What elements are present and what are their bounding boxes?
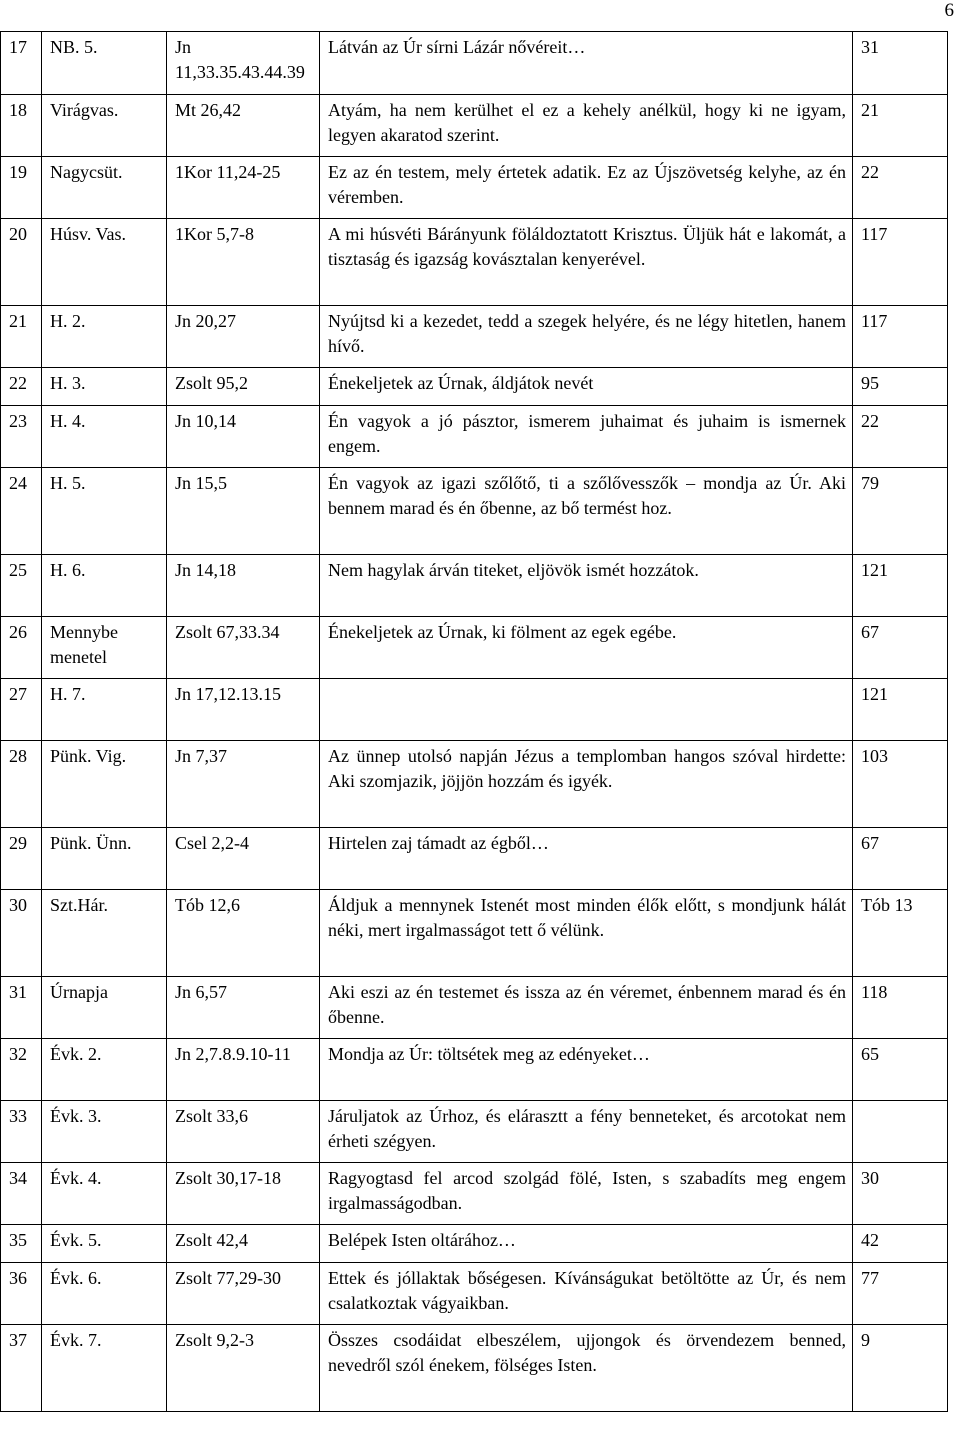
row-number: 34 [1, 1163, 42, 1225]
row-number: 18 [1, 95, 42, 157]
row-number: 17 [1, 32, 42, 95]
reference-cell: Jn 20,27 [167, 306, 320, 368]
row-number: 28 [1, 741, 42, 828]
table-body [1, 32, 948, 1412]
antiphon-text-cell: Ez az én testem, mely értetek adatik. Ez az Újszövetség kelyhe, az én véremben. [320, 157, 853, 219]
page-ref-cell: 79 [853, 468, 948, 555]
table-row [1, 368, 948, 406]
reference-cell: 1Kor 11,24-25 [167, 157, 320, 219]
table-row [1, 95, 948, 157]
reference-cell: Csel 2,2-4 [167, 828, 320, 890]
table-row [1, 741, 948, 828]
reference-cell: Zsolt 33,6 [167, 1101, 320, 1163]
page-ref-cell: 103 [853, 741, 948, 828]
antiphon-text-cell: Atyám, ha nem kerülhet el ez a kehely anélkül, hogy ki ne igyam, legyen akaratod szerint. [320, 95, 853, 157]
antiphon-text-cell: A mi húsvéti Bárányunk föláldoztatott Krisztus. Üljük hát e lakomát, a tisztaság és igazság kovásztalan kenyerével. [320, 219, 853, 306]
page-ref-cell: 22 [853, 157, 948, 219]
page-ref-cell: 21 [853, 95, 948, 157]
antiphon-text-cell: Én vagyok a jó pásztor, ismerem juhaimat és juhaim is ismernek engem. [320, 406, 853, 468]
page-ref-cell: 30 [853, 1163, 948, 1225]
occasion-cell: Évk. 4. [42, 1163, 167, 1225]
page-ref-cell: 22 [853, 406, 948, 468]
occasion-cell: H. 4. [42, 406, 167, 468]
lectionary-table [0, 31, 948, 1412]
table-row [1, 890, 948, 977]
occasion-cell: Úrnapja [42, 977, 167, 1039]
page-ref-cell: 67 [853, 828, 948, 890]
table-row [1, 1039, 948, 1101]
reference-cell: Zsolt 30,17-18 [167, 1163, 320, 1225]
row-number: 27 [1, 679, 42, 741]
occasion-cell: H. 7. [42, 679, 167, 741]
row-number: 26 [1, 617, 42, 679]
antiphon-text-cell: Énekeljetek az Úrnak, áldjátok nevét [320, 368, 853, 406]
page-ref-cell: 77 [853, 1263, 948, 1325]
antiphon-text-cell: Belépek Isten oltárához… [320, 1225, 853, 1263]
row-number: 30 [1, 890, 42, 977]
reference-cell: Jn 2,7.8.9.10-11 [167, 1039, 320, 1101]
occasion-cell: NB. 5. [42, 32, 167, 95]
occasion-cell: H. 2. [42, 306, 167, 368]
row-number: 21 [1, 306, 42, 368]
table-row [1, 306, 948, 368]
reference-cell: Jn 7,37 [167, 741, 320, 828]
occasion-cell: Húsv. Vas. [42, 219, 167, 306]
page-ref-cell: 117 [853, 219, 948, 306]
antiphon-text-cell: Nyújtsd ki a kezedet, tedd a szegek helyére, és ne légy hitetlen, hanem hívő. [320, 306, 853, 368]
occasion-cell: Mennybe menetel [42, 617, 167, 679]
occasion-cell: Évk. 3. [42, 1101, 167, 1163]
reference-cell: Jn 17,12.13.15 [167, 679, 320, 741]
antiphon-text-cell: Énekeljetek az Úrnak, ki fölment az egek egébe. [320, 617, 853, 679]
table-row [1, 219, 948, 306]
row-number: 35 [1, 1225, 42, 1263]
row-number: 32 [1, 1039, 42, 1101]
table-row [1, 468, 948, 555]
row-number: 23 [1, 406, 42, 468]
antiphon-text-cell: Hirtelen zaj támadt az égből… [320, 828, 853, 890]
page-ref-cell: Tób 13 [853, 890, 948, 977]
occasion-cell: Szt.Hár. [42, 890, 167, 977]
occasion-cell: Pünk. Ünn. [42, 828, 167, 890]
antiphon-text-cell: Ettek és jóllaktak bőségesen. Kívánságukat betöltötte az Úr, és nem csalatkoztak vágyaikban. [320, 1263, 853, 1325]
page-number: 6 [944, 0, 954, 21]
row-number: 19 [1, 157, 42, 219]
occasion-cell: Évk. 7. [42, 1325, 167, 1412]
table-row [1, 1225, 948, 1263]
table-row [1, 157, 948, 219]
antiphon-text-cell: Az ünnep utolsó napján Jézus a templomban hangos szóval hirdette: Aki szomjazik, jöjjön hozzám és igyék. [320, 741, 853, 828]
table-row [1, 32, 948, 95]
occasion-cell: Évk. 6. [42, 1263, 167, 1325]
table-row [1, 977, 948, 1039]
reference-cell: Zsolt 9,2-3 [167, 1325, 320, 1412]
page-ref-cell: 67 [853, 617, 948, 679]
page-ref-cell: 65 [853, 1039, 948, 1101]
reference-cell: Tób 12,6 [167, 890, 320, 977]
row-number: 31 [1, 977, 42, 1039]
occasion-cell: Pünk. Vig. [42, 741, 167, 828]
reference-cell: 1Kor 5,7-8 [167, 219, 320, 306]
page-ref-cell: 121 [853, 555, 948, 617]
table-row [1, 406, 948, 468]
reference-cell: Jn 10,14 [167, 406, 320, 468]
table-row [1, 555, 948, 617]
antiphon-text-cell: Összes csodáidat elbeszélem, ujjongok és örvendezem benned, nevedről szól énekem, fölséges Isten. [320, 1325, 853, 1412]
row-number: 25 [1, 555, 42, 617]
reference-cell: Zsolt 77,29-30 [167, 1263, 320, 1325]
row-number: 24 [1, 468, 42, 555]
antiphon-text-cell: Nem hagylak árván titeket, eljövök ismét hozzátok. [320, 555, 853, 617]
reference-cell: Zsolt 67,33.34 [167, 617, 320, 679]
antiphon-text-cell: Járuljatok az Úrhoz, és elárasztt a fény benneteket, és arcotokat nem érheti szégyen. [320, 1101, 853, 1163]
reference-cell: Jn 14,18 [167, 555, 320, 617]
reference-cell: Jn 11,33.35.43.44.39 [167, 32, 320, 95]
reference-cell: Mt 26,42 [167, 95, 320, 157]
occasion-cell: Nagycsüt. [42, 157, 167, 219]
table-row [1, 679, 948, 741]
occasion-cell: H. 5. [42, 468, 167, 555]
occasion-cell: H. 6. [42, 555, 167, 617]
row-number: 29 [1, 828, 42, 890]
table-row [1, 1101, 948, 1163]
page-ref-cell [853, 1101, 948, 1163]
antiphon-text-cell: Ragyogtasd fel arcod szolgád fölé, Isten, s szabadíts meg engem irgalmasságodban. [320, 1163, 853, 1225]
occasion-cell: H. 3. [42, 368, 167, 406]
row-number: 36 [1, 1263, 42, 1325]
antiphon-text-cell: Aki eszi az én testemet és issza az én véremet, énbennem marad és én őbenne. [320, 977, 853, 1039]
reference-cell: Zsolt 95,2 [167, 368, 320, 406]
table-row [1, 1163, 948, 1225]
antiphon-text-cell [320, 679, 853, 741]
antiphon-text-cell: Áldjuk a mennynek Istenét most minden élők előtt, s mondjunk hálát néki, mert irgalmasságot tett ő vélünk. [320, 890, 853, 977]
row-number: 22 [1, 368, 42, 406]
reference-cell: Zsolt 42,4 [167, 1225, 320, 1263]
page-ref-cell: 42 [853, 1225, 948, 1263]
antiphon-text-cell: Én vagyok az igazi szőlőtő, ti a szőlővesszők – mondja az Úr. Aki bennem marad és én őbenne, az bő termést hoz. [320, 468, 853, 555]
row-number: 33 [1, 1101, 42, 1163]
page-ref-cell: 121 [853, 679, 948, 741]
reference-cell: Jn 6,57 [167, 977, 320, 1039]
row-number: 20 [1, 219, 42, 306]
page-ref-cell: 95 [853, 368, 948, 406]
page-ref-cell: 9 [853, 1325, 948, 1412]
table-row [1, 617, 948, 679]
table-row [1, 1325, 948, 1412]
antiphon-text-cell: Látván az Úr sírni Lázár nővéreit… [320, 32, 853, 95]
page-ref-cell: 118 [853, 977, 948, 1039]
occasion-cell: Évk. 5. [42, 1225, 167, 1263]
reference-cell: Jn 15,5 [167, 468, 320, 555]
table-row [1, 828, 948, 890]
antiphon-text-cell: Mondja az Úr: töltsétek meg az edényeket… [320, 1039, 853, 1101]
page-ref-cell: 31 [853, 32, 948, 95]
occasion-cell: Évk. 2. [42, 1039, 167, 1101]
row-number: 37 [1, 1325, 42, 1412]
page-ref-cell: 117 [853, 306, 948, 368]
occasion-cell: Virágvas. [42, 95, 167, 157]
table-row [1, 1263, 948, 1325]
